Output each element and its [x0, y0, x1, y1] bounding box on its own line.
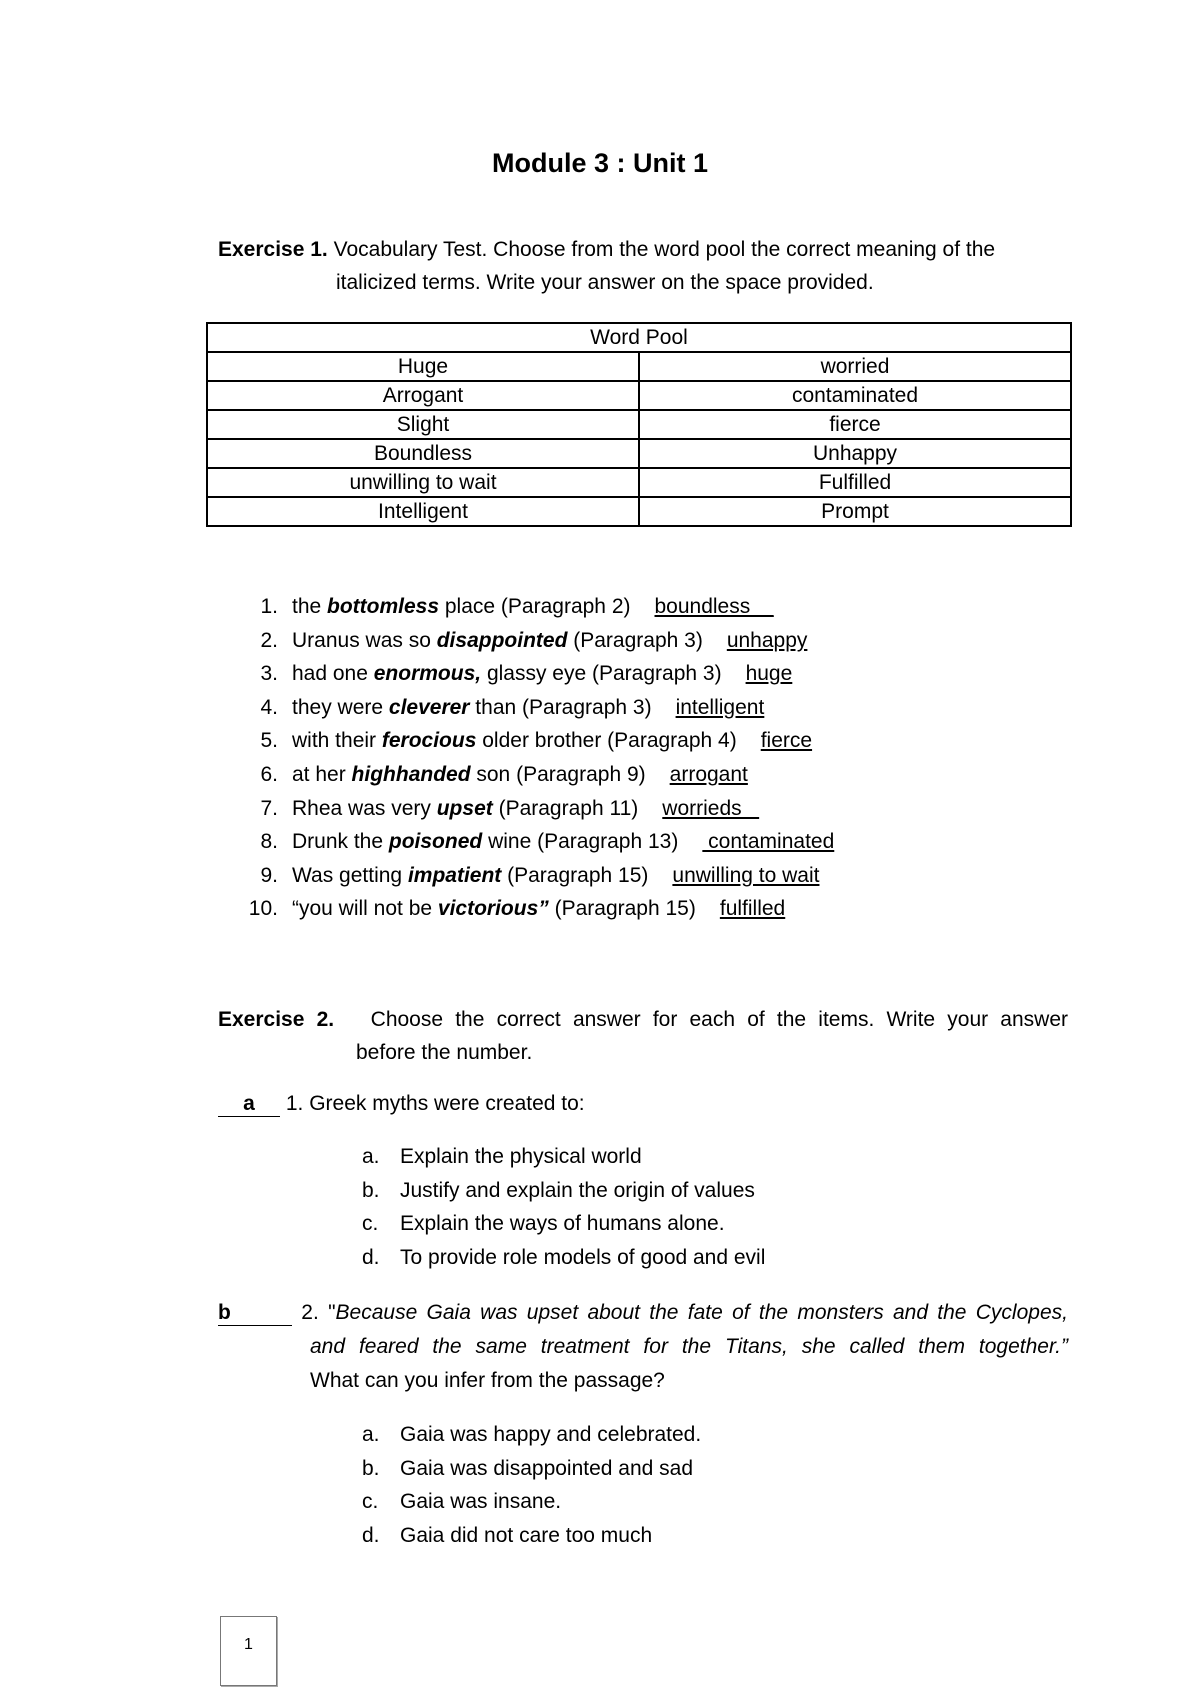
- choice-letter: b.: [362, 1178, 380, 1202]
- question-2-quote-line1: Because Gaia was upset about the fate of the monsters and the Cyclopes,: [335, 1301, 1068, 1324]
- page-title: Module 3 : Unit 1: [492, 148, 708, 178]
- word-pool-row: [207, 497, 1071, 526]
- exercise-1-instructions: [218, 233, 1068, 299]
- vocab-item: [236, 859, 834, 893]
- vocab-item-number: 3.: [260, 662, 278, 686]
- choice-item: [362, 1519, 701, 1553]
- exercise-1-label: Exercise 1.: [218, 238, 328, 261]
- vocab-item-pre: had one: [292, 662, 374, 686]
- choice-item: [362, 1174, 765, 1208]
- vocab-item-post: (Paragraph 11): [492, 796, 639, 820]
- vocab-item-number: 10.: [248, 897, 278, 921]
- vocab-item-post: place (Paragraph 2): [439, 595, 631, 618]
- vocab-item-post: (Paragraph 15): [501, 863, 649, 887]
- question-2-question: What can you infer from the passage?: [310, 1369, 665, 1392]
- exercise-1-instruction-line1: Vocabulary Test. Choose from the word pool the correct meaning of the: [333, 238, 996, 261]
- choice-text: Explain the ways of humans alone.: [400, 1212, 725, 1236]
- vocab-item-number: 1.: [260, 595, 278, 618]
- vocab-item-number: 6.: [260, 762, 278, 786]
- word-pool-cell-left: Arrogant: [207, 381, 639, 410]
- word-pool-cell-right: Prompt: [639, 497, 1071, 526]
- vocab-item-pre: Drunk the: [292, 830, 389, 854]
- choice-item: [362, 1485, 701, 1519]
- exercise-2-instructions: [218, 1003, 1068, 1069]
- question-2-quote-line2: and feared the same treatment for the Titans, she called them together.”: [310, 1335, 1068, 1358]
- vocab-item-term: disappointed: [436, 628, 568, 652]
- exercise-2-label: Exercise 2.: [218, 1008, 335, 1031]
- word-pool-cell-right: worried: [639, 352, 1071, 381]
- vocab-item-answer[interactable]: fierce: [760, 729, 813, 753]
- vocab-item: [236, 657, 834, 691]
- question-2: [218, 1296, 1068, 1398]
- choice-item: [362, 1418, 701, 1452]
- choice-text: Explain the physical world: [400, 1145, 642, 1168]
- vocab-item-term: ferocious: [381, 729, 477, 753]
- word-pool-cell-right: contaminated: [639, 381, 1071, 410]
- vocab-item: [236, 590, 834, 624]
- vocab-item-number: 4.: [260, 695, 278, 719]
- vocab-item: [236, 758, 834, 792]
- word-pool-cell-right: Unhappy: [639, 439, 1071, 468]
- question-1: [218, 1087, 1068, 1121]
- vocab-item-pre: they were: [292, 695, 389, 719]
- vocab-item-pre: Uranus was so: [292, 628, 437, 652]
- word-pool-row: [207, 410, 1071, 439]
- vocab-item-answer[interactable]: worrieds: [662, 796, 760, 820]
- vocab-item-number: 7.: [260, 796, 278, 820]
- exercise-1-instruction-line2: italicized terms. Write your answer on the space provided.: [336, 271, 874, 294]
- vocab-item-pre: Was getting: [292, 863, 408, 887]
- vocab-item-term: cleverer: [388, 695, 470, 719]
- vocab-item-number: 8.: [260, 830, 278, 854]
- vocab-item: [236, 792, 834, 826]
- choice-letter: d.: [362, 1523, 380, 1547]
- word-pool-row: [207, 352, 1071, 381]
- question-1-answer-blank[interactable]: a: [218, 1092, 280, 1117]
- vocab-item-term: victorious”: [437, 897, 549, 921]
- vocab-item: [236, 724, 834, 758]
- choice-letter: a.: [362, 1145, 380, 1168]
- vocab-item-number: 5.: [260, 729, 278, 753]
- word-pool-header: Word Pool: [207, 323, 1071, 352]
- choice-text: Gaia did not care too much: [400, 1523, 653, 1547]
- choice-item: [362, 1140, 765, 1174]
- vocab-item-answer[interactable]: arrogant: [669, 762, 748, 786]
- vocab-item: [236, 624, 834, 658]
- word-pool-cell-left: Huge: [207, 352, 639, 381]
- vocab-item: [236, 691, 834, 725]
- vocab-item-term: bottomless: [327, 595, 440, 618]
- vocab-item-pre: “you will not be: [292, 897, 438, 921]
- choice-text: Gaia was disappointed and sad: [400, 1456, 694, 1480]
- word-pool-cell-right: Fulfilled: [639, 468, 1071, 497]
- vocab-item-post: (Paragraph 3): [567, 628, 703, 652]
- choice-item: [362, 1241, 765, 1275]
- choice-item: [362, 1452, 701, 1486]
- vocab-item: [236, 892, 834, 926]
- word-pool-row: [207, 439, 1071, 468]
- vocab-item-answer[interactable]: unwilling to wait: [672, 863, 820, 887]
- vocab-item-pre: Rhea was very: [292, 796, 437, 820]
- word-pool-cell-left: Slight: [207, 410, 639, 439]
- vocab-item-term: highhanded: [351, 762, 471, 786]
- vocab-item-term: enormous,: [373, 662, 482, 686]
- vocab-item-term: poisoned: [388, 830, 483, 854]
- question-2-number: 2. ": [301, 1301, 336, 1324]
- question-1-text: 1. Greek myths were created to:: [285, 1092, 585, 1115]
- vocab-item-answer[interactable]: intelligent: [675, 695, 765, 719]
- choice-text: To provide role models of good and evil: [400, 1245, 766, 1269]
- vocab-item-answer[interactable]: huge: [745, 662, 793, 686]
- exercise-2-instruction-line2: before the number.: [356, 1041, 533, 1064]
- word-pool-cell-left: Boundless: [207, 439, 639, 468]
- question-2-choices: [362, 1418, 701, 1552]
- vocab-item-post: (Paragraph 15): [548, 897, 696, 921]
- vocab-item-pre: at her: [292, 762, 352, 786]
- vocab-item-term: upset: [436, 796, 493, 820]
- vocab-item-post: than (Paragraph 3): [469, 695, 652, 719]
- vocab-item-number: 2.: [260, 628, 278, 652]
- choice-text: Gaia was happy and celebrated.: [400, 1423, 702, 1446]
- vocab-item-answer[interactable]: unhappy: [726, 628, 808, 652]
- vocab-item-answer[interactable]: boundless _: [654, 595, 774, 618]
- choice-letter: b.: [362, 1456, 380, 1480]
- vocabulary-items: [236, 590, 834, 926]
- question-1-choices: [362, 1140, 765, 1274]
- vocab-item-post: son (Paragraph 9): [470, 762, 646, 786]
- vocab-item-answer[interactable]: contaminated: [702, 830, 835, 854]
- word-pool-cell-left: Intelligent: [207, 497, 639, 526]
- choice-letter: c.: [362, 1212, 379, 1236]
- choice-letter: c.: [362, 1490, 379, 1514]
- choice-text: Justify and explain the origin of values: [400, 1178, 755, 1202]
- vocab-item-post: wine (Paragraph 13): [482, 830, 679, 854]
- choice-text: Gaia was insane.: [400, 1490, 562, 1514]
- vocab-item-pre: the: [292, 595, 328, 618]
- word-pool-table: [206, 322, 1072, 527]
- exercise-2-instruction-line1: Choose the correct answer for each of the items. Write your answer: [370, 1008, 1068, 1031]
- vocab-item-answer[interactable]: fulfilled: [719, 897, 786, 921]
- vocab-item-post: glassy eye (Paragraph 3): [481, 662, 722, 686]
- word-pool-row: [207, 381, 1071, 410]
- word-pool-cell-right: fierce: [639, 410, 1071, 439]
- word-pool-cell-left: unwilling to wait: [207, 468, 639, 497]
- word-pool-row: [207, 468, 1071, 497]
- vocab-item: [236, 825, 834, 859]
- choice-letter: d.: [362, 1245, 380, 1269]
- choice-item: [362, 1207, 765, 1241]
- vocab-item-post: older brother (Paragraph 4): [476, 729, 737, 753]
- vocab-item-number: 9.: [260, 863, 278, 887]
- vocab-item-term: impatient: [407, 863, 502, 887]
- choice-letter: a.: [362, 1423, 380, 1446]
- page-number: 1: [220, 1616, 277, 1686]
- vocab-item-pre: with their: [292, 729, 382, 753]
- question-2-answer-blank[interactable]: b: [218, 1301, 292, 1326]
